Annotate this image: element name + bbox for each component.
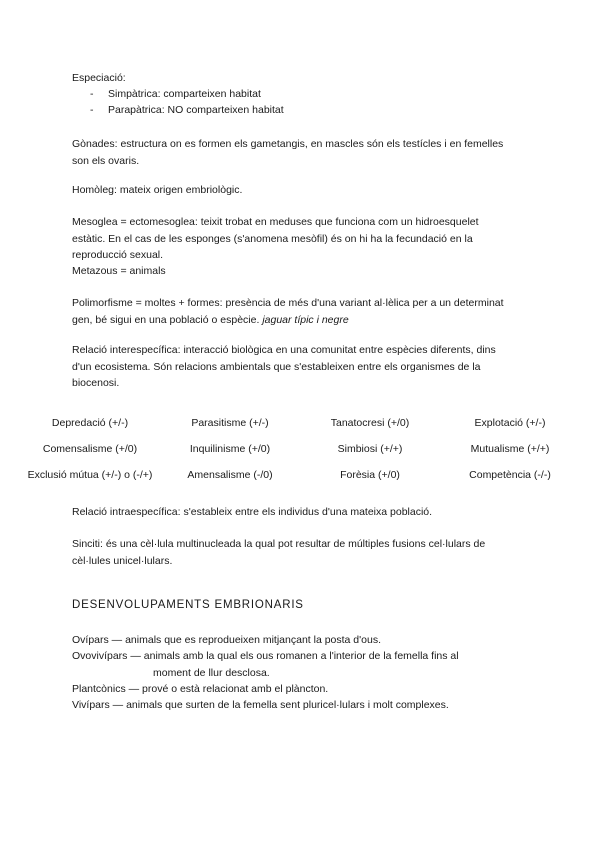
homoleg-paragraph: Homòleg: mateix origen embriològic. [72,184,243,196]
relacio-interespecifica-paragraph: Relació interespecífica: interacció biològica en una comunitat entre espècies diferents, dins d'un ecosistema. Són relacions ambientals que s'estableixen entre els organismes de la biocenosi. [72,344,496,389]
planctonics-line: Plantcònics — prové o està relacionat amb el plàncton. [72,683,329,695]
relation-cell: Parasitisme (+/-) [191,417,269,429]
relation-cell: Inquilinisme (+/0) [189,443,271,455]
relation-cell: Comensalisme (+/0) [42,443,138,455]
section-heading: DESENVOLUPAMENTS EMBRIONARIS [72,599,304,611]
especiacio-title: Especiació: [72,72,126,84]
relation-cell: Mutualisme (+/+) [470,443,550,455]
relations-row [20,462,580,488]
ovipars-line: Ovípars — animals que es reprodueixen mitjançant la posta d'ous. [72,634,382,646]
especiacio-item-simpatrica: - Simpàtrica: comparteixen habitat [90,86,261,103]
relations-row [20,410,580,436]
polimorfisme-paragraph: Polimorfisme = moltes + formes: presència de més d'una variant al·lèlica per a un determinat gen, bé sigui en una població o espècie. jaguar típic i negre [72,297,504,326]
relation-cell: Forèsia (+/0) [340,469,400,481]
bullet-dash: - [90,104,94,116]
mesoglea-paragraph: Mesoglea = ectomesoglea: teixit trobat en meduses que funciona com un hidroesquelet estàtic. En el cas de les esponges (s'anomena mesòfil) és on hi ha la fecundació en la reproducció sexual. [72,216,479,261]
ovovivipars-line: Ovovivípars — animals amb la qual els ous romanen a l'interior de la femella fins al moment de llur desclosa. [72,650,459,679]
relation-cell: Competència (-/-) [469,469,551,481]
metazous-line: Metazous = animals [72,265,166,277]
bullet-dash: - [90,88,94,100]
relation-cell: Amensalisme (-/0) [187,469,273,481]
vivipars-line: Vivípars — animals que surten de la femella sent pluricel·lulars i molt complexes. [72,699,449,711]
relations-table [20,410,580,488]
relation-cell: Exclusió mútua (+/-) o (-/+) [27,469,153,481]
relation-cell: Explotació (+/-) [474,417,546,429]
polimorfisme-example: jaguar típic i negre [262,313,349,326]
sinciti-paragraph: Sinciti: és una cèl·lula multinucleada la qual pot resultar de múltiples fusions cel·lulars de cèl·lules unicel·lulars. [72,538,486,567]
gonades-paragraph: Gònades: estructura on es formen els gametangis, en mascles són els testícles i en femelles son els ovaris. [72,138,504,167]
relation-cell: Depredació (+/-) [51,417,129,429]
relacio-intraespecifica-paragraph: Relació intraespecífica: s'estableix entre els individus d'una mateixa població. [72,506,433,518]
relation-cell: Tanatocresi (+/0) [330,417,410,429]
relation-cell: Simbiosi (+/+) [337,443,403,455]
especiacio-item-parapatrica: - Parapàtrica: NO comparteixen habitat [90,102,284,119]
relations-row [20,436,580,462]
